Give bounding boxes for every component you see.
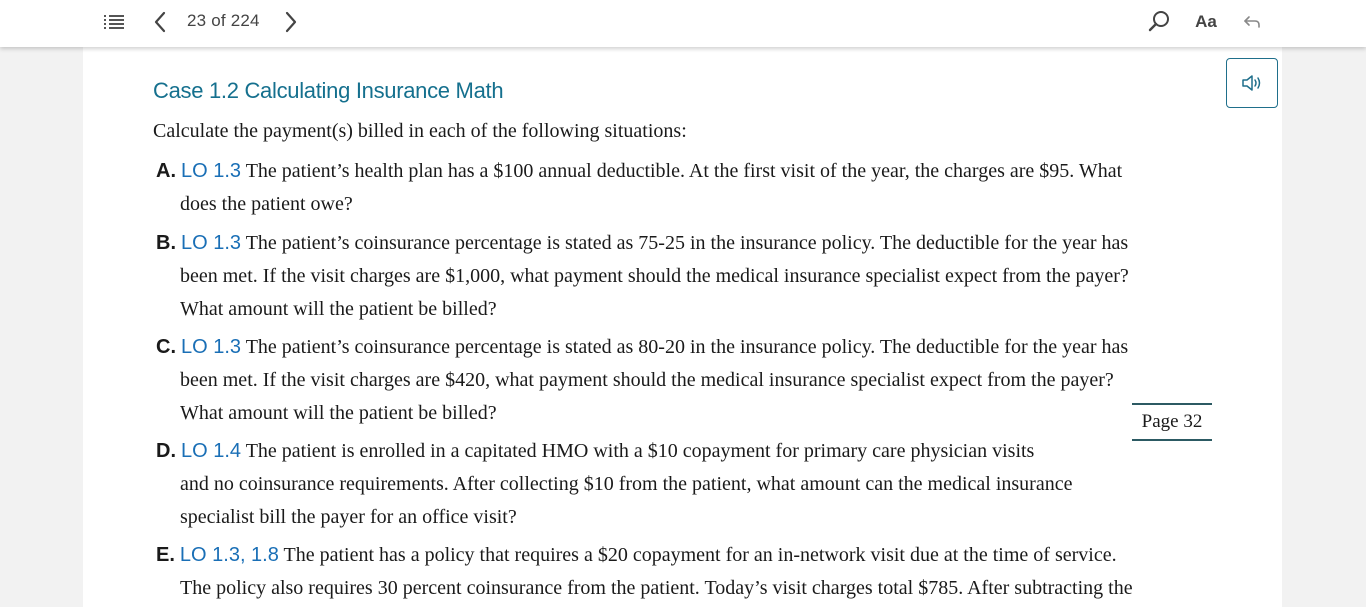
learning-outcome-link[interactable]: LO 1.3 — [181, 232, 242, 254]
page-title: Case 1.2 Calculating Insurance Math — [153, 78, 504, 103]
search-icon[interactable] — [1146, 8, 1172, 34]
list-item — [156, 232, 1128, 255]
reader-toolbar — [0, 0, 1366, 47]
item-text-continued: What amount will the patient be billed? — [180, 298, 497, 320]
item-letter: C. — [156, 336, 176, 358]
learning-outcome-link[interactable]: LO 1.4 — [181, 440, 242, 462]
item-text-continued: does the patient owe? — [180, 193, 353, 215]
item-text-continued: been met. If the visit charges are $420, what payment should the medical insurance specialist expect from the payer? — [180, 369, 1114, 391]
item-text: The patient has a policy that requires a $20 copayment for an in-network visit due at the time of service. — [283, 544, 1117, 566]
item-text: The patient’s coinsurance percentage is stated as 75-25 in the insurance policy. The deductible for the year has — [245, 232, 1129, 254]
read-aloud-button[interactable] — [1226, 58, 1278, 108]
item-text-continued: specialist bill the payer for an office visit? — [180, 506, 517, 528]
item-letter: E. — [156, 544, 175, 566]
learning-outcome-link[interactable]: LO 1.3 — [181, 160, 242, 182]
toc-icon[interactable] — [102, 10, 126, 34]
chevron-right-icon[interactable] — [281, 10, 301, 34]
item-text-continued: and no coinsurance requirements. After collecting $10 from the patient, what amount can the medical insurance — [180, 473, 1073, 495]
item-letter: D. — [156, 440, 176, 462]
list-item — [156, 160, 1122, 183]
item-text-continued: been met. If the visit charges are $1,000, what payment should the medical insurance specialist expect from the payer? — [180, 265, 1129, 287]
chevron-left-icon[interactable] — [150, 10, 170, 34]
item-letter: B. — [156, 232, 176, 254]
learning-outcome-link[interactable]: LO 1.3, 1.8 — [179, 544, 279, 566]
page-count: 23 of 224 — [187, 11, 260, 30]
item-letter: A. — [156, 160, 176, 182]
item-text: The patient’s health plan has a $100 annual deductible. At the first visit of the year, the charges are $95. What — [245, 160, 1123, 182]
case-intro: Calculate the payment(s) billed in each of the following situations: — [153, 120, 687, 142]
list-item — [156, 336, 1128, 359]
list-item — [156, 440, 1034, 463]
speaker-icon — [1241, 74, 1263, 92]
item-text: The patient’s coinsurance percentage is stated as 80-20 in the insurance policy. The deductible for the year has — [245, 336, 1129, 358]
item-text: The patient is enrolled in a capitated HMO with a $10 copayment for primary care physician visits — [245, 440, 1035, 462]
learning-outcome-link[interactable]: LO 1.3 — [181, 336, 242, 358]
page-marker: Page 32 — [1132, 403, 1212, 441]
back-arrow-icon[interactable] — [1240, 10, 1264, 34]
item-text-continued: The policy also requires 30 percent coinsurance from the patient. Today’s visit charges total $785. After subtracting the — [180, 577, 1133, 599]
list-item — [156, 544, 1117, 567]
font-size-icon[interactable]: Aa — [1195, 12, 1217, 31]
item-text-continued: What amount will the patient be billed? — [180, 402, 497, 424]
